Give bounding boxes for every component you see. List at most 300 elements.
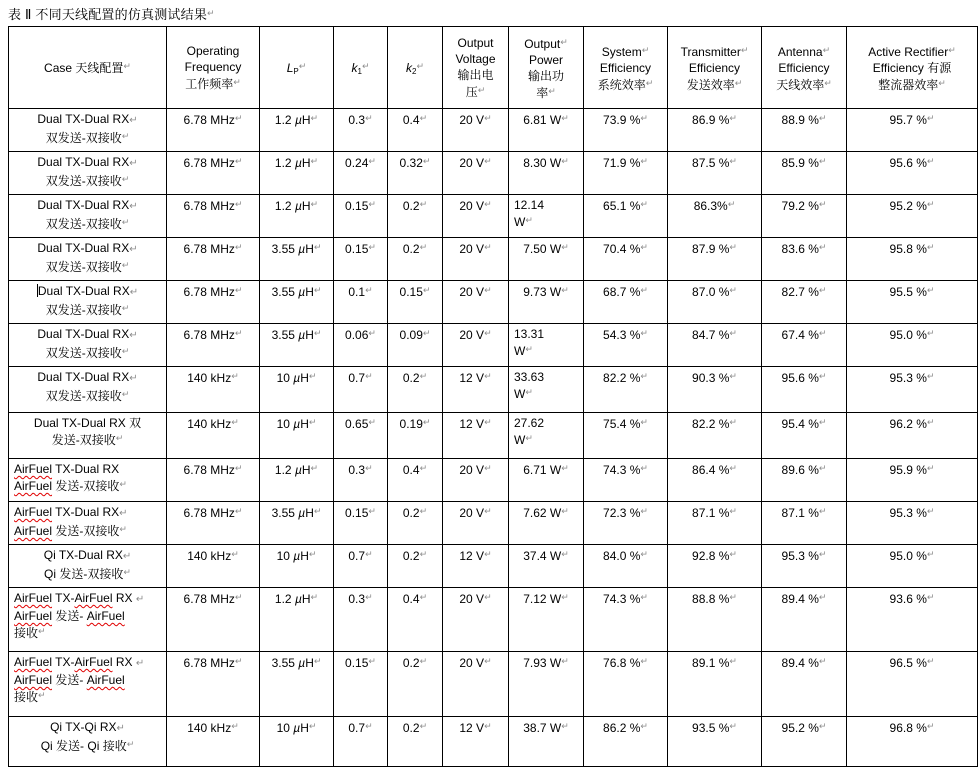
misspelled-word: AirFuel: [14, 479, 53, 493]
cell-r10-c6[interactable]: 20 V↵: [443, 502, 509, 545]
cell-r14-c4[interactable]: 0.7↵: [334, 717, 388, 767]
cell-r5-c9[interactable]: 87.0 %↵: [668, 281, 762, 324]
paragraph-mark-icon: ↵: [818, 507, 827, 517]
table-row-10: [9, 502, 978, 545]
cell-r2-c4[interactable]: 0.24↵: [334, 152, 388, 195]
paragraph-mark-icon: ↵: [640, 114, 648, 124]
header-cell-6[interactable]: Output↵ Power 输出功 率↵: [509, 27, 584, 109]
paragraph-mark-icon: ↵: [561, 722, 569, 732]
paragraph-mark-icon: ↵: [115, 434, 124, 444]
paragraph-mark-icon: ↵: [818, 657, 827, 667]
cell-r8-c10[interactable]: 95.4 %↵: [762, 413, 847, 459]
cell-r14-c6[interactable]: 12 V↵: [443, 717, 509, 767]
paragraph-mark-icon: ↵: [548, 86, 556, 97]
cell-r11-c9[interactable]: 92.8 %↵: [668, 545, 762, 588]
paragraph-mark-icon: ↵: [561, 550, 569, 560]
paragraph-mark-icon: ↵: [561, 114, 569, 124]
cell-r13-c10[interactable]: 89.4 %↵: [762, 652, 847, 717]
table-caption[interactable]: 表 Ⅱ 不同天线配置的仿真测试结果↵: [8, 7, 215, 22]
cell-r5-c5[interactable]: 0.15↵: [388, 281, 443, 324]
cell-r3-c7[interactable]: 12.14 W↵: [509, 195, 584, 238]
paragraph-mark-icon: ↵: [640, 243, 648, 253]
header-cell-10[interactable]: Active Rectifier↵ Efficiency 有源 整流器效率↵: [847, 27, 978, 109]
paragraph-mark-icon: ↵: [525, 216, 533, 226]
cell-r4-c1[interactable]: Dual TX-Dual RX↵ 双发送-双接收↵: [9, 238, 167, 281]
cell-r9-c2[interactable]: 6.78 MHz↵: [167, 459, 260, 502]
cell-r2-c9[interactable]: 87.5 %↵: [668, 152, 762, 195]
paragraph-mark-icon: ↵: [926, 593, 935, 603]
table-row-5: [9, 281, 978, 324]
cell-r11-c7[interactable]: 37.4 W↵: [509, 545, 584, 588]
header-cell-2[interactable]: $L_P^↵$: [260, 27, 334, 109]
table-header-row: [9, 27, 978, 109]
paragraph-mark-icon: ↵: [729, 372, 737, 382]
paragraph-mark-icon: ↵: [313, 286, 322, 296]
cell-r10-c10[interactable]: 87.1 %↵: [762, 502, 847, 545]
paragraph-mark-icon: ↵: [926, 114, 935, 124]
paragraph-mark-icon: ↵: [234, 200, 243, 210]
paragraph-mark-icon: ↵: [419, 550, 428, 560]
paragraph-mark-icon: ↵: [121, 218, 130, 228]
header-cell-9[interactable]: Antenna↵ Efficiency 天线效率↵: [762, 27, 847, 109]
paragraph-mark-icon: ↵: [233, 78, 241, 88]
paragraph-mark-icon: ↵: [729, 550, 737, 560]
paragraph-mark-icon: ↵: [926, 657, 935, 667]
cell-r7-c6[interactable]: 12 V↵: [443, 367, 509, 413]
cell-r8-c4[interactable]: 0.65↵: [334, 413, 388, 459]
paragraph-mark-icon: ↵: [419, 372, 428, 382]
paragraph-mark-icon: ↵: [308, 722, 317, 732]
cell-r9-c10[interactable]: 89.6 %↵: [762, 459, 847, 502]
paragraph-mark-icon: ↵: [310, 464, 319, 474]
cell-r12-c5[interactable]: 0.4↵: [388, 588, 443, 652]
paragraph-mark-icon: ↵: [561, 507, 569, 517]
paragraph-mark-icon: ↵: [368, 657, 376, 667]
cell-r2-c10[interactable]: 85.9 %↵: [762, 152, 847, 195]
line-break-icon: ↵: [129, 115, 138, 126]
cell-r3-c3[interactable]: 1.2 µH↵: [260, 195, 334, 238]
paragraph-mark-icon: ↵: [640, 464, 648, 474]
cell-r9-c1[interactable]: AirFuel TX-Dual RX AirFuel 发送-双接收↵: [9, 459, 167, 502]
cell-r5-c2[interactable]: 6.78 MHz↵: [167, 281, 260, 324]
paragraph-mark-icon: ↵: [419, 657, 428, 667]
cell-r2-c6[interactable]: 20 V↵: [443, 152, 509, 195]
paragraph-mark-icon: ↵: [234, 593, 243, 603]
paragraph-mark-icon: ↵: [368, 243, 376, 253]
header-cell-3[interactable]: $k_1^↵$: [334, 27, 388, 109]
cell-r10-c11[interactable]: 95.3 %↵: [847, 502, 978, 545]
paragraph-mark-icon: ↵: [822, 45, 831, 56]
line-break-icon: ↵: [135, 594, 145, 605]
line-break-icon: ↵: [135, 658, 145, 669]
line-break-icon: ↵: [129, 330, 138, 341]
cell-r1-c5[interactable]: 0.4↵: [388, 109, 443, 152]
cell-r13-c4[interactable]: 0.15↵: [334, 652, 388, 717]
paragraph-mark-icon: ↵: [119, 525, 127, 535]
cell-r6-c5[interactable]: 0.09↵: [388, 324, 443, 367]
cell-r9-c7[interactable]: 6.71 W↵: [509, 459, 584, 502]
paragraph-mark-icon: ↵: [818, 157, 827, 167]
paragraph-mark-icon: ↵: [368, 200, 376, 210]
paragraph-mark-icon: ↵: [926, 200, 935, 210]
cell-r10-c4[interactable]: 0.15↵: [334, 502, 388, 545]
cell-r4-c10[interactable]: 83.6 %↵: [762, 238, 847, 281]
cell-r9-c8[interactable]: 74.3 %↵: [584, 459, 668, 502]
paragraph-mark-icon: ↵: [561, 157, 569, 167]
misspelled-word: AirFuel: [14, 505, 53, 519]
cell-r7-c7[interactable]: 33.63 W↵: [509, 367, 584, 413]
cell-r6-c7[interactable]: 13.31 W↵: [509, 324, 584, 367]
paragraph-mark-icon: ↵: [926, 243, 935, 253]
cell-r1-c8[interactable]: 73.9 %↵: [584, 109, 668, 152]
cell-r3-c6[interactable]: 20 V↵: [443, 195, 509, 238]
cell-r4-c3[interactable]: 3.55 µH↵: [260, 238, 334, 281]
paragraph-mark-icon: ↵: [207, 9, 215, 19]
cell-r13-c11[interactable]: 96.5 %↵: [847, 652, 978, 717]
table-row-14: [9, 717, 978, 767]
paragraph-mark-icon: ↵: [419, 464, 428, 474]
paragraph-mark-icon: ↵: [640, 372, 648, 382]
cell-r13-c2[interactable]: 6.78 MHz↵: [167, 652, 260, 717]
cell-r2-c3[interactable]: 1.2 µH↵: [260, 152, 334, 195]
cell-r1-c1[interactable]: Dual TX-Dual RX↵ 双发送-双接收↵: [9, 109, 167, 152]
cell-r11-c1[interactable]: Qi TX-Dual RX↵ Qi 发送-双接收↵: [9, 545, 167, 588]
cell-r11-c8[interactable]: 84.0 %↵: [584, 545, 668, 588]
cell-r3-c5[interactable]: 0.2↵: [388, 195, 443, 238]
header-cell-4[interactable]: $k_2^↵$: [388, 27, 443, 109]
cell-r5-c7[interactable]: 9.73 W↵: [509, 281, 584, 324]
cell-r4-c2[interactable]: 6.78 MHz↵: [167, 238, 260, 281]
cell-r6-c6[interactable]: 20 V↵: [443, 324, 509, 367]
cell-r1-c3[interactable]: 1.2 µH↵: [260, 109, 334, 152]
cell-r13-c1[interactable]: AirFuel TX-AirFuel RX ↵ AirFuel 发送- AirFuel 接收↵: [9, 652, 167, 717]
cell-r12-c2[interactable]: 6.78 MHz↵: [167, 588, 260, 652]
cell-r10-c5[interactable]: 0.2↵: [388, 502, 443, 545]
paragraph-mark-icon: ↵: [231, 550, 239, 560]
paragraph-mark-icon: ↵: [422, 157, 431, 167]
cell-r14-c8[interactable]: 86.2 %↵: [584, 717, 668, 767]
cell-r14-c10[interactable]: 95.2 %↵: [762, 717, 847, 767]
paragraph-mark-icon: ↵: [525, 345, 533, 355]
paragraph-mark-icon: ↵: [926, 157, 935, 167]
paragraph-mark-icon: ↵: [308, 372, 317, 382]
paragraph-mark-icon: ↵: [365, 550, 373, 560]
paragraph-mark-icon: ↵: [729, 329, 737, 339]
paragraph-mark-icon: ↵: [234, 657, 243, 667]
paragraph-mark-icon: ↵: [231, 722, 239, 732]
cell-r14-c3[interactable]: 10 µH↵: [260, 717, 334, 767]
paragraph-mark-icon: ↵: [234, 507, 243, 517]
cell-r4-c4[interactable]: 0.15↵: [334, 238, 388, 281]
cell-r5-c6[interactable]: 20 V↵: [443, 281, 509, 324]
paragraph-mark-icon: ↵: [926, 372, 935, 382]
paragraph-mark-icon: ↵: [123, 568, 131, 578]
cell-r8-c8[interactable]: 75.4 %↵: [584, 413, 668, 459]
paragraph-mark-icon: ↵: [416, 62, 424, 72]
paragraph-mark-icon: ↵: [484, 464, 492, 474]
paragraph-mark-icon: ↵: [484, 243, 492, 253]
paragraph-mark-icon: ↵: [484, 329, 492, 339]
cell-r1-c7[interactable]: 6.81 W↵: [509, 109, 584, 152]
paragraph-mark-icon: ↵: [38, 691, 46, 701]
cell-r2-c1[interactable]: Dual TX-Dual RX↵ 双发送-双接收↵: [9, 152, 167, 195]
cell-r14-c1[interactable]: Qi TX-Qi RX↵ Qi 发送- Qi 接收↵: [9, 717, 167, 767]
paragraph-mark-icon: ↵: [121, 304, 130, 314]
cell-r7-c11[interactable]: 95.3 %↵: [847, 367, 978, 413]
cell-r5-c8[interactable]: 68.7 %↵: [584, 281, 668, 324]
cell-r3-c9[interactable]: 86.3%↵: [668, 195, 762, 238]
cell-r14-c2[interactable]: 140 kHz↵: [167, 717, 260, 767]
misspelled-word: AirFuel: [14, 609, 53, 623]
paragraph-mark-icon: ↵: [121, 347, 130, 357]
cell-r5-c3[interactable]: 3.55 µH↵: [260, 281, 334, 324]
paragraph-mark-icon: ↵: [818, 329, 827, 339]
cell-r11-c11[interactable]: 95.0 %↵: [847, 545, 978, 588]
paragraph-mark-icon: ↵: [645, 78, 654, 89]
cell-r13-c7[interactable]: 7.93 W↵: [509, 652, 584, 717]
cell-r13-c6[interactable]: 20 V↵: [443, 652, 509, 717]
paragraph-mark-icon: ↵: [368, 418, 376, 428]
cell-r11-c4[interactable]: 0.7↵: [334, 545, 388, 588]
paragraph-mark-icon: ↵: [368, 329, 376, 339]
cell-r7-c3[interactable]: 10 µH↵: [260, 367, 334, 413]
paragraph-mark-icon: ↵: [729, 243, 737, 253]
cell-r8-c9[interactable]: 82.2 %↵: [668, 413, 762, 459]
cell-r2-c7[interactable]: 8.30 W↵: [509, 152, 584, 195]
cell-r9-c9[interactable]: 86.4 %↵: [668, 459, 762, 502]
paragraph-mark-icon: ↵: [234, 464, 243, 474]
cell-r8-c7[interactable]: 27.62 W↵: [509, 413, 584, 459]
cell-r12-c1[interactable]: AirFuel TX-AirFuel RX ↵ AirFuel 发送- AirFuel 接收↵: [9, 588, 167, 652]
cell-r3-c1[interactable]: Dual TX-Dual RX↵ 双发送-双接收↵: [9, 195, 167, 238]
cell-r8-c1[interactable]: Dual TX-Dual RX 双 发送-双接收↵: [9, 413, 167, 459]
paragraph-mark-icon: ↵: [484, 157, 492, 167]
cell-r10-c1[interactable]: AirFuel TX-Dual RX↵ AirFuel 发送-双接收↵: [9, 502, 167, 545]
cell-r8-c2[interactable]: 140 kHz↵: [167, 413, 260, 459]
line-break-icon: ↵: [119, 508, 128, 519]
cell-r4-c7[interactable]: 7.50 W↵: [509, 238, 584, 281]
header-cell-1[interactable]: Operating Frequency 工作频率↵: [167, 27, 260, 109]
cell-r4-c8[interactable]: 70.4 %↵: [584, 238, 668, 281]
paragraph-mark-icon: ↵: [419, 722, 428, 732]
paragraph-mark-icon: ↵: [361, 62, 370, 72]
table-row-1: [9, 109, 978, 152]
cell-r12-c6[interactable]: 20 V↵: [443, 588, 509, 652]
paragraph-mark-icon: ↵: [926, 418, 935, 428]
table-row-8: [9, 413, 978, 459]
misspelled-word: AirFuel: [74, 591, 113, 605]
paragraph-mark-icon: ↵: [818, 200, 827, 210]
cell-r5-c4[interactable]: 0.1↵: [334, 281, 388, 324]
cell-r11-c3[interactable]: 10 µH↵: [260, 545, 334, 588]
misspelled-word: AirFuel: [74, 655, 113, 669]
paragraph-mark-icon: ↵: [310, 593, 319, 603]
cell-r8-c3[interactable]: 10 µH↵: [260, 413, 334, 459]
paragraph-mark-icon: ↵: [926, 550, 935, 560]
paragraph-mark-icon: ↵: [365, 593, 373, 603]
cell-r8-c6[interactable]: 12 V↵: [443, 413, 509, 459]
table-row-7: [9, 367, 978, 413]
paragraph-mark-icon: ↵: [948, 45, 956, 56]
cell-r6-c8[interactable]: 54.3 %↵: [584, 324, 668, 367]
line-break-icon: ↵: [122, 551, 132, 562]
cell-r6-c11[interactable]: 95.0 %↵: [847, 324, 978, 367]
cell-r9-c5[interactable]: 0.4↵: [388, 459, 443, 502]
paragraph-mark-icon: ↵: [727, 200, 736, 210]
cell-r7-c5[interactable]: 0.2↵: [388, 367, 443, 413]
cell-r10-c2[interactable]: 6.78 MHz↵: [167, 502, 260, 545]
cell-r3-c8[interactable]: 65.1 %↵: [584, 195, 668, 238]
cell-r4-c5[interactable]: 0.2↵: [388, 238, 443, 281]
cell-r7-c10[interactable]: 95.6 %↵: [762, 367, 847, 413]
cell-r7-c1[interactable]: Dual TX-Dual RX↵ 双发送-双接收↵: [9, 367, 167, 413]
cell-r12-c11[interactable]: 93.6 %↵: [847, 588, 978, 652]
cell-r11-c10[interactable]: 95.3 %↵: [762, 545, 847, 588]
cell-r10-c7[interactable]: 7.62 W↵: [509, 502, 584, 545]
text-caret-icon: [37, 284, 38, 297]
cell-r4-c6[interactable]: 20 V↵: [443, 238, 509, 281]
paragraph-mark-icon: ↵: [234, 157, 243, 167]
cell-r8-c11[interactable]: 96.2 %↵: [847, 413, 978, 459]
cell-r13-c5[interactable]: 0.2↵: [388, 652, 443, 717]
paragraph-mark-icon: ↵: [818, 550, 827, 560]
paragraph-mark-icon: ↵: [313, 507, 322, 517]
paragraph-mark-icon: ↵: [729, 657, 737, 667]
cell-r12-c10[interactable]: 89.4 %↵: [762, 588, 847, 652]
table-row-9: [9, 459, 978, 502]
paragraph-mark-icon: ↵: [926, 722, 935, 732]
paragraph-mark-icon: ↵: [484, 722, 492, 732]
paragraph-mark-icon: ↵: [484, 200, 492, 210]
cell-r1-c2[interactable]: 6.78 MHz↵: [167, 109, 260, 152]
paragraph-mark-icon: ↵: [298, 62, 307, 72]
header-cell-7[interactable]: System↵ Efficiency 系统效率↵: [584, 27, 668, 109]
paragraph-mark-icon: ↵: [422, 329, 431, 339]
cell-r3-c2[interactable]: 6.78 MHz↵: [167, 195, 260, 238]
cell-r10-c9[interactable]: 87.1 %↵: [668, 502, 762, 545]
paragraph-mark-icon: ↵: [121, 175, 130, 185]
cell-r4-c11[interactable]: 95.8 %↵: [847, 238, 978, 281]
cell-r10-c3[interactable]: 3.55 µH↵: [260, 502, 334, 545]
cell-r9-c3[interactable]: 1.2 µH↵: [260, 459, 334, 502]
cell-r6-c4[interactable]: 0.06↵: [334, 324, 388, 367]
cell-r4-c9[interactable]: 87.9 %↵: [668, 238, 762, 281]
line-break-icon: ↵: [129, 244, 138, 255]
cell-r12-c4[interactable]: 0.3↵: [334, 588, 388, 652]
cell-r14-c7[interactable]: 38.7 W↵: [509, 717, 584, 767]
cell-r9-c4[interactable]: 0.3↵: [334, 459, 388, 502]
paragraph-mark-icon: ↵: [419, 114, 428, 124]
paragraph-mark-icon: ↵: [419, 593, 428, 603]
cell-r6-c10[interactable]: 67.4 %↵: [762, 324, 847, 367]
cell-r12-c9[interactable]: 88.8 %↵: [668, 588, 762, 652]
paragraph-mark-icon: ↵: [308, 550, 317, 560]
cell-r1-c4[interactable]: 0.3↵: [334, 109, 388, 152]
cell-r7-c8[interactable]: 82.2 %↵: [584, 367, 668, 413]
cell-r12-c3[interactable]: 1.2 µH↵: [260, 588, 334, 652]
cell-r14-c5[interactable]: 0.2↵: [388, 717, 443, 767]
cell-r7-c2[interactable]: 140 kHz↵: [167, 367, 260, 413]
paragraph-mark-icon: ↵: [641, 45, 650, 56]
line-break-icon: ↵: [129, 201, 138, 212]
cell-r14-c9[interactable]: 93.5 %↵: [668, 717, 762, 767]
paragraph-mark-icon: ↵: [818, 418, 827, 428]
cell-r6-c2[interactable]: 6.78 MHz↵: [167, 324, 260, 367]
paragraph-mark-icon: ↵: [640, 507, 648, 517]
cell-r7-c9[interactable]: 90.3 %↵: [668, 367, 762, 413]
paragraph-mark-icon: ↵: [818, 114, 827, 124]
line-break-icon: ↵: [129, 373, 138, 384]
cell-r10-c8[interactable]: 72.3 %↵: [584, 502, 668, 545]
cell-r12-c8[interactable]: 74.3 %↵: [584, 588, 668, 652]
cell-r13-c8[interactable]: 76.8 %↵: [584, 652, 668, 717]
cell-r2-c2[interactable]: 6.78 MHz↵: [167, 152, 260, 195]
paragraph-mark-icon: ↵: [234, 114, 243, 124]
paragraph-mark-icon: ↵: [824, 78, 832, 89]
cell-r14-c11[interactable]: 96.8 %↵: [847, 717, 978, 767]
cell-r5-c1[interactable]: Dual TX-Dual RX↵ 双发送-双接收↵: [9, 281, 167, 324]
cell-r13-c3[interactable]: 3.55 µH↵: [260, 652, 334, 717]
cell-r9-c6[interactable]: 20 V↵: [443, 459, 509, 502]
cell-r11-c5[interactable]: 0.2↵: [388, 545, 443, 588]
misspelled-word: AirFuel: [14, 655, 53, 669]
cell-r1-c10[interactable]: 88.9 %↵: [762, 109, 847, 152]
paragraph-mark-icon: ↵: [310, 114, 319, 124]
header-cell-5[interactable]: Output Voltage 输出电 压↵: [443, 27, 509, 109]
cell-r12-c7[interactable]: 7.12 W↵: [509, 588, 584, 652]
cell-r5-c10[interactable]: 82.7 %↵: [762, 281, 847, 324]
header-cell-8[interactable]: Transmitter↵ Efficiency 发送效率↵: [668, 27, 762, 109]
paragraph-mark-icon: ↵: [561, 593, 569, 603]
paragraph-mark-icon: ↵: [640, 418, 648, 428]
paragraph-mark-icon: ↵: [729, 114, 737, 124]
paragraph-mark-icon: ↵: [740, 45, 749, 56]
paragraph-mark-icon: ↵: [419, 243, 428, 253]
paragraph-mark-icon: ↵: [818, 243, 827, 253]
cell-r6-c9[interactable]: 84.7 %↵: [668, 324, 762, 367]
cell-r5-c11[interactable]: 95.5 %↵: [847, 281, 978, 324]
paragraph-mark-icon: ↵: [561, 243, 569, 253]
cell-r6-c1[interactable]: Dual TX-Dual RX↵ 双发送-双接收↵: [9, 324, 167, 367]
cell-r3-c4[interactable]: 0.15↵: [334, 195, 388, 238]
cell-r2-c11[interactable]: 95.6 %↵: [847, 152, 978, 195]
cell-r2-c5[interactable]: 0.32↵: [388, 152, 443, 195]
cell-r13-c9[interactable]: 89.1 %↵: [668, 652, 762, 717]
cell-r3-c11[interactable]: 95.2 %↵: [847, 195, 978, 238]
cell-r7-c4[interactable]: 0.7↵: [334, 367, 388, 413]
cell-r6-c3[interactable]: 3.55 µH↵: [260, 324, 334, 367]
paragraph-mark-icon: ↵: [525, 388, 533, 398]
paragraph-mark-icon: ↵: [310, 200, 319, 210]
cell-r11-c6[interactable]: 12 V↵: [443, 545, 509, 588]
table-row-3: [9, 195, 978, 238]
paragraph-mark-icon: ↵: [422, 418, 431, 428]
line-break-icon: ↵: [129, 158, 138, 169]
cell-r8-c5[interactable]: 0.19↵: [388, 413, 443, 459]
cell-r3-c10[interactable]: 79.2 %↵: [762, 195, 847, 238]
cell-r1-c6[interactable]: 20 V↵: [443, 109, 509, 152]
paragraph-mark-icon: ↵: [484, 114, 492, 124]
paragraph-mark-icon: ↵: [365, 464, 373, 474]
header-cell-0[interactable]: Case 天线配置↵: [9, 27, 167, 109]
cell-r1-c11[interactable]: 95.7 %↵: [847, 109, 978, 152]
paragraph-mark-icon: ↵: [484, 550, 492, 560]
cell-r9-c11[interactable]: 95.9 %↵: [847, 459, 978, 502]
cell-r1-c9[interactable]: 86.9 %↵: [668, 109, 762, 152]
cell-r2-c8[interactable]: 71.9 %↵: [584, 152, 668, 195]
paragraph-mark-icon: ↵: [734, 78, 743, 89]
cell-r11-c2[interactable]: 140 kHz↵: [167, 545, 260, 588]
